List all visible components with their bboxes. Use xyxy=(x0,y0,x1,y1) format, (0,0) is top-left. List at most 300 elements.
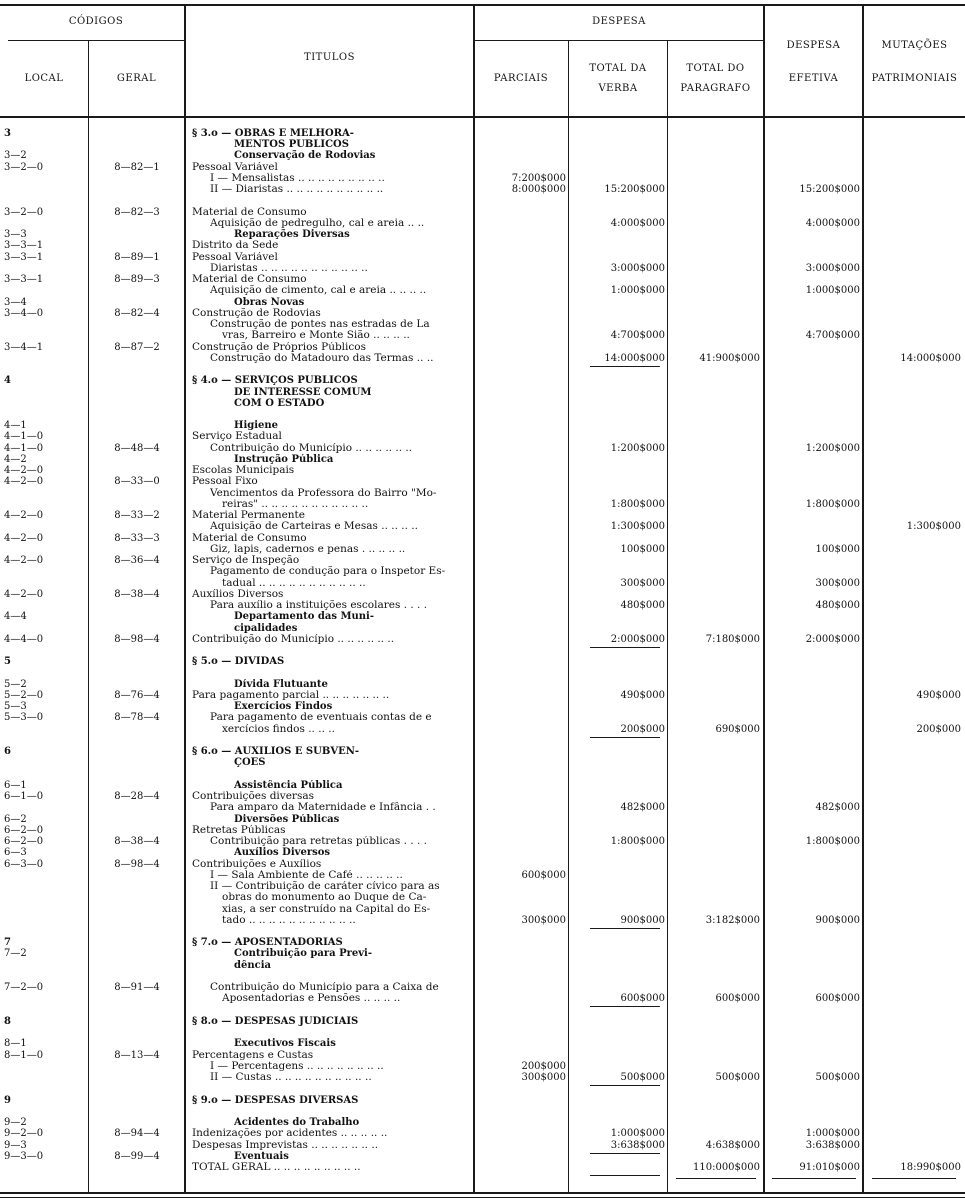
cell-local: 6—3—0 xyxy=(4,859,44,870)
table-row xyxy=(0,555,965,566)
table-row xyxy=(0,240,965,251)
cell-title: II — Diaristas .. .. .. .. .. .. .. .. .. .. xyxy=(210,184,384,195)
cell-title: MENTOS PÚBLICOS xyxy=(234,139,349,150)
cell-title: Para amparo da Maternidade e Infância . . xyxy=(210,802,436,813)
cell-geral: 8—91—4 xyxy=(114,982,160,993)
table-row xyxy=(0,544,965,555)
cell-efetiva: 300$000 xyxy=(815,578,860,589)
table-row xyxy=(0,488,965,499)
table-row xyxy=(0,937,965,948)
table-row xyxy=(0,791,965,802)
cell-title: Construção de pontes nas estradas de La xyxy=(210,319,430,330)
table-row xyxy=(0,881,965,892)
cell-title: Conservação de Rodovias xyxy=(234,150,376,161)
table-row xyxy=(0,1016,965,1027)
cell-local: 4—2—0 xyxy=(4,533,44,544)
cell-local: 9—2—0 xyxy=(4,1128,44,1139)
cell-local: 4—2—0 xyxy=(4,465,44,476)
cell-verba: 3:638$000 xyxy=(610,1140,665,1151)
cell-title: Aposentadorias e Pensões .. .. .. .. xyxy=(222,993,401,1004)
cell-local: 8 xyxy=(4,1016,11,1027)
table-row xyxy=(0,746,965,757)
total-double-rule xyxy=(676,1178,756,1179)
cell-title: I — Mensalistas .. .. .. .. .. .. .. .. .. xyxy=(210,173,385,184)
cell-title: Serviço Estadual xyxy=(192,431,282,442)
table-row xyxy=(0,308,965,319)
cell-mutacoes: 490$000 xyxy=(916,690,961,701)
cell-parciais: 300$000 xyxy=(521,1072,566,1083)
table-row xyxy=(0,139,965,150)
header-titulos: TITULOS xyxy=(304,52,355,63)
table-row xyxy=(0,319,965,330)
cell-title: Reparações Diversas xyxy=(234,229,350,240)
cell-geral: 8—13—4 xyxy=(114,1050,160,1061)
table-row xyxy=(0,623,965,634)
table-row xyxy=(0,1038,965,1049)
table-row xyxy=(0,521,965,532)
cell-local: 3—4—0 xyxy=(4,308,44,319)
cell-title: ÇÕES xyxy=(234,757,266,768)
subtotal-rule xyxy=(590,928,660,929)
table-row xyxy=(0,297,965,308)
table-row xyxy=(0,656,965,667)
cell-verba: 480$000 xyxy=(620,600,665,611)
cell-title: Contribuição do Município .. .. .. .. .. .. xyxy=(210,443,413,454)
cell-paragrafo: 110:000$000 xyxy=(693,1162,760,1173)
cell-efetiva: 600$000 xyxy=(815,993,860,1004)
top-border xyxy=(0,4,965,6)
cell-local: 5—2—0 xyxy=(4,690,44,701)
table-row xyxy=(0,701,965,712)
cell-local: 7—2—0 xyxy=(4,982,44,993)
cell-local: 7 xyxy=(4,937,11,948)
cell-efetiva: 1:000$000 xyxy=(805,1128,860,1139)
cell-verba: 300$000 xyxy=(620,578,665,589)
table-row xyxy=(0,1050,965,1061)
cell-verba: 3:000$000 xyxy=(610,263,665,274)
table-row xyxy=(0,1005,965,1016)
cell-title: Contribuições e Auxílios xyxy=(192,859,322,870)
cell-title: Auxílios Diversos xyxy=(234,847,331,858)
cell-local: 3—3 xyxy=(4,229,27,240)
cell-geral: 8—87—2 xyxy=(114,342,160,353)
cell-local: 6—3 xyxy=(4,847,27,858)
table-row xyxy=(0,1140,965,1151)
table-row xyxy=(0,1061,965,1072)
cell-verba: 1:300$000 xyxy=(610,521,665,532)
table-row xyxy=(0,892,965,903)
cell-efetiva: 900$000 xyxy=(815,915,860,926)
cell-title: Material de Consumo xyxy=(192,207,307,218)
cell-local: 4—2—0 xyxy=(4,510,44,521)
table-row xyxy=(0,802,965,813)
cell-geral: 8—33—0 xyxy=(114,476,160,487)
table-row xyxy=(0,476,965,487)
cell-local: 5 xyxy=(4,656,11,667)
table-row xyxy=(0,150,965,161)
cell-verba: 1:000$000 xyxy=(610,1128,665,1139)
table-row xyxy=(0,859,965,870)
cell-local: 4—4 xyxy=(4,611,27,622)
cell-efetiva: 91:010$000 xyxy=(799,1162,860,1173)
bottom-border-2 xyxy=(0,1197,965,1198)
cell-mutacoes: 18:990$000 xyxy=(900,1162,961,1173)
table-row xyxy=(0,634,965,645)
cell-title: Contribuição para retretas públicas . . . . xyxy=(210,836,427,847)
table-row xyxy=(0,757,965,768)
cell-title: Dívida Flutuante xyxy=(234,679,328,690)
cell-efetiva: 2:000$000 xyxy=(805,634,860,645)
cell-title: Pessoal Fixo xyxy=(192,476,258,487)
cell-verba: 500$000 xyxy=(620,1072,665,1083)
table-row xyxy=(0,443,965,454)
table-row xyxy=(0,499,965,510)
cell-title: Despesas Imprevistas .. .. .. .. .. .. .. xyxy=(192,1140,379,1151)
cell-verba: 1:200$000 xyxy=(610,443,665,454)
cell-verba: 200$000 xyxy=(620,724,665,735)
header-despesa: DESPESA xyxy=(592,16,646,27)
cell-local: 9 xyxy=(4,1095,11,1106)
cell-title: Construção de Rodovias xyxy=(192,308,321,319)
total-double-rule xyxy=(872,1178,956,1179)
table-row xyxy=(0,566,965,577)
cell-title: Escolas Municipais xyxy=(192,465,295,476)
cell-local: 6—2—0 xyxy=(4,836,44,847)
cell-title: Eventuais xyxy=(234,1151,289,1162)
cell-geral: 8—33—3 xyxy=(114,533,160,544)
cell-title: xias, a ser construído na Capital do Es- xyxy=(222,904,431,915)
cell-title: cipalidades xyxy=(234,623,298,634)
cell-title: xercícios findos .. .. .. xyxy=(222,724,335,735)
table-row xyxy=(0,274,965,285)
table-row xyxy=(0,724,965,735)
cell-local: 6—2—0 xyxy=(4,825,44,836)
cell-title: § 3.o — OBRAS E MELHORA- xyxy=(192,128,354,139)
table-row xyxy=(0,533,965,544)
table-row xyxy=(0,353,965,364)
table-row xyxy=(0,330,965,341)
cell-title: DE INTERESSE COMUM xyxy=(234,387,372,398)
cell-local: 9—2 xyxy=(4,1117,27,1128)
table-row xyxy=(0,960,965,971)
cell-local: 4—2—0 xyxy=(4,476,44,487)
cell-title: Pessoal Variável xyxy=(192,162,278,173)
cell-title: dência xyxy=(234,960,271,971)
cell-title: I — Sala Ambiente de Café .. .. .. .. .. xyxy=(210,870,403,881)
table-row xyxy=(0,993,965,1004)
cell-title: Contribuição do Município para a Caixa de xyxy=(210,982,439,993)
cell-title: Instrução Pública xyxy=(234,454,334,465)
cell-parciais: 8:000$000 xyxy=(511,184,566,195)
table-row xyxy=(0,1162,965,1173)
table-row xyxy=(0,229,965,240)
header-codigos: CÓDIGOS xyxy=(68,16,124,27)
cell-title: Material Permanente xyxy=(192,510,305,521)
table-row xyxy=(0,184,965,195)
header-geral: GERAL xyxy=(116,73,157,84)
cell-geral: 8—78—4 xyxy=(114,712,160,723)
cell-local: 5—3—0 xyxy=(4,712,44,723)
cell-local: 6 xyxy=(4,746,11,757)
table-row xyxy=(0,173,965,184)
table-row xyxy=(0,915,965,926)
header-total-verba-2: VERBA xyxy=(598,83,638,94)
cell-local: 6—2 xyxy=(4,814,27,825)
cell-title: Pessoal Variável xyxy=(192,252,278,263)
cell-efetiva: 15:200$000 xyxy=(799,184,860,195)
cell-local: 4—2—0 xyxy=(4,589,44,600)
cell-geral: 8—82—3 xyxy=(114,207,160,218)
cell-efetiva: 100$000 xyxy=(815,544,860,555)
cell-title: Diaristas .. .. .. .. .. .. .. .. .. .. .. xyxy=(210,263,368,274)
cell-title: reiras" .. .. .. .. .. .. .. .. .. .. .. xyxy=(222,499,369,510)
table-row xyxy=(0,780,965,791)
cell-title: Material de Consumo xyxy=(192,274,307,285)
cell-efetiva: 1:200$000 xyxy=(805,443,860,454)
table-row xyxy=(0,926,965,937)
total-double-rule xyxy=(772,1178,856,1179)
cell-local: 6—1 xyxy=(4,780,27,791)
table-row xyxy=(0,1072,965,1083)
cell-geral: 8—28—4 xyxy=(114,791,160,802)
cell-local: 9—3—0 xyxy=(4,1151,44,1162)
table-row xyxy=(0,285,965,296)
cell-mutacoes: 200$000 xyxy=(916,724,961,735)
cell-geral: 8—98—4 xyxy=(114,859,160,870)
table-row xyxy=(0,825,965,836)
cell-local: 8—1 xyxy=(4,1038,27,1049)
table-row xyxy=(0,712,965,723)
cell-local: 4—4—0 xyxy=(4,634,44,645)
cell-geral: 8—33—2 xyxy=(114,510,160,521)
table-row xyxy=(0,1128,965,1139)
cell-local: 4—2 xyxy=(4,454,27,465)
cell-paragrafo: 4:638$000 xyxy=(705,1140,760,1151)
cell-title: Pagamento de condução para o Inspetor Es- xyxy=(210,566,446,577)
cell-local: 3—3—1 xyxy=(4,252,44,263)
cell-title: Auxílios Diversos xyxy=(192,589,284,600)
cell-verba: 14:000$000 xyxy=(604,353,665,364)
table-row xyxy=(0,375,965,386)
table-row xyxy=(0,769,965,780)
cell-local: 3—3—1 xyxy=(4,240,44,251)
table-row xyxy=(0,1106,965,1117)
cell-mutacoes: 1:300$000 xyxy=(906,521,961,532)
table-row xyxy=(0,263,965,274)
cell-local: 4—2—0 xyxy=(4,555,44,566)
cell-verba: 600$000 xyxy=(620,993,665,1004)
cell-title: Percentagens e Custas xyxy=(192,1050,314,1061)
table-row xyxy=(0,1027,965,1038)
cell-verba: 482$000 xyxy=(620,802,665,813)
table-row xyxy=(0,1083,965,1094)
table-row xyxy=(0,690,965,701)
table-row xyxy=(0,679,965,690)
table-row xyxy=(0,431,965,442)
cell-geral: 8—94—4 xyxy=(114,1128,160,1139)
cell-verba: 1:800$000 xyxy=(610,499,665,510)
cell-efetiva: 500$000 xyxy=(815,1072,860,1083)
despesa-rule xyxy=(473,40,763,41)
cell-title: obras do monumento ao Duque de Ca- xyxy=(222,892,427,903)
cell-verba: 15:200$000 xyxy=(604,184,665,195)
cell-local: 3—2 xyxy=(4,150,27,161)
cell-local: 7—2 xyxy=(4,948,27,959)
cell-title: TOTAL GERAL .. .. .. .. .. .. .. .. .. xyxy=(192,1162,361,1173)
cell-verba: 490$000 xyxy=(620,690,665,701)
cell-title: Retretas Públicas xyxy=(192,825,286,836)
table-row xyxy=(0,465,965,476)
cell-geral: 8—76—4 xyxy=(114,690,160,701)
table-row xyxy=(0,600,965,611)
cell-parciais: 600$000 xyxy=(521,870,566,881)
cell-local: 4—1 xyxy=(4,420,27,431)
cell-title: Distrito da Sede xyxy=(192,240,279,251)
table-row xyxy=(0,971,965,982)
cell-title: Para auxílio a instituições escolares . . . . xyxy=(210,600,428,611)
cell-paragrafo: 600$000 xyxy=(715,993,760,1004)
cell-local: 3 xyxy=(4,128,11,139)
cell-title: Construção do Matadouro das Termas .. .. xyxy=(210,353,434,364)
table-row xyxy=(0,207,965,218)
table-row xyxy=(0,252,965,263)
cell-title: Higiene xyxy=(234,420,279,431)
subtotal-rule xyxy=(590,647,660,648)
cell-title: Para pagamento parcial .. .. .. .. .. .. .. xyxy=(192,690,390,701)
table-row xyxy=(0,1151,965,1162)
cell-title: II — Contribuição de caráter cívico para as xyxy=(210,881,440,892)
cell-efetiva: 4:700$000 xyxy=(805,330,860,341)
table-row xyxy=(0,1095,965,1106)
cell-title: Diversões Públicas xyxy=(234,814,340,825)
table-row xyxy=(0,814,965,825)
cell-paragrafo: 500$000 xyxy=(715,1072,760,1083)
cell-title: COM O ESTADO xyxy=(234,398,325,409)
cell-geral: 8—38—4 xyxy=(114,589,160,600)
cell-efetiva: 3:638$000 xyxy=(805,1140,860,1151)
cell-verba: 4:000$000 xyxy=(610,218,665,229)
bottom-border xyxy=(0,1192,965,1194)
table-row xyxy=(0,128,965,139)
cell-title: vras, Barreiro e Monte Sião .. .. .. .. xyxy=(222,330,410,341)
cell-title: § 7.o — APOSENTADORIAS xyxy=(192,937,343,948)
cell-title: Giz, lapis, cadernos e penas . .. .. .. .. xyxy=(210,544,406,555)
cell-verba: 1:800$000 xyxy=(610,836,665,847)
cell-efetiva: 480$000 xyxy=(815,600,860,611)
cell-efetiva: 4:000$000 xyxy=(805,218,860,229)
cell-title: Executivos Fiscais xyxy=(234,1038,336,1049)
header-despesa-efetiva-1: DESPESA xyxy=(786,40,841,51)
cell-local: 4 xyxy=(4,375,11,386)
cell-local: 8—1—0 xyxy=(4,1050,44,1061)
codigos-rule xyxy=(8,40,184,41)
header-total-paragrafo-2: PARAGRAFO xyxy=(680,83,751,94)
cell-verba: 900$000 xyxy=(620,915,665,926)
cell-title: § 9.o — DESPESAS DIVERSAS xyxy=(192,1095,359,1106)
cell-title: Aquisição de cimento, cal e areia .. .. .. .. xyxy=(210,285,427,296)
cell-title: § 8.o — DESPESAS JUDICIAIS xyxy=(192,1016,359,1027)
header-mutacoes-2: PATRIMONIAIS xyxy=(871,73,958,84)
table-row xyxy=(0,667,965,678)
cell-title: Construção de Próprios Públicos xyxy=(192,342,366,353)
table-row xyxy=(0,364,965,375)
cell-title: tadual .. .. .. .. .. .. .. .. .. .. .. xyxy=(222,578,366,589)
table-row xyxy=(0,870,965,881)
cell-title: Contribuições diversas xyxy=(192,791,314,802)
table-row xyxy=(0,454,965,465)
cell-geral: 8—89—3 xyxy=(114,274,160,285)
cell-geral: 8—36—4 xyxy=(114,555,160,566)
table-row xyxy=(0,398,965,409)
cell-title: II — Custas .. .. .. .. .. .. .. .. .. .. xyxy=(210,1072,372,1083)
cell-geral: 8—89—1 xyxy=(114,252,160,263)
cell-paragrafo: 690$000 xyxy=(715,724,760,735)
header-total-verba-1: TOTAL DA xyxy=(589,63,647,74)
cell-local: 4—1—0 xyxy=(4,431,44,442)
table-row xyxy=(0,611,965,622)
cell-title: § 5.o — DIVIDAS xyxy=(192,656,285,667)
header-bottom-rule xyxy=(0,116,965,118)
table-row xyxy=(0,420,965,431)
table-row xyxy=(0,578,965,589)
cell-local: 3—2—0 xyxy=(4,162,44,173)
cell-local: 5—3 xyxy=(4,701,27,712)
cell-local: 3—4 xyxy=(4,297,27,308)
cell-efetiva: 3:000$000 xyxy=(805,263,860,274)
cell-parciais: 200$000 xyxy=(521,1061,566,1072)
cell-title: Para pagamento de eventuais contas de e xyxy=(210,712,432,723)
table-row xyxy=(0,948,965,959)
cell-title: Material de Consumo xyxy=(192,533,307,544)
cell-title: Vencimentos da Professora do Bairro "Mo- xyxy=(210,488,437,499)
cell-title: I — Percentagens .. .. .. .. .. .. .. .. xyxy=(210,1061,384,1072)
subtotal-rule xyxy=(590,737,660,738)
cell-geral: 8—48—4 xyxy=(114,443,160,454)
table-row xyxy=(0,409,965,420)
cell-efetiva: 1:000$000 xyxy=(805,285,860,296)
cell-title: § 6.o — AUXILIOS E SUBVEN- xyxy=(192,746,359,757)
cell-title: Indenizações por acidentes .. .. .. .. .. xyxy=(192,1128,388,1139)
cell-title: Contribuição do Município .. .. .. .. .. .. xyxy=(192,634,395,645)
cell-efetiva: 482$000 xyxy=(815,802,860,813)
cell-local: 9—3 xyxy=(4,1140,27,1151)
cell-geral: 8—82—4 xyxy=(114,308,160,319)
table-row xyxy=(0,904,965,915)
cell-local: 6—1—0 xyxy=(4,791,44,802)
cell-paragrafo: 41:900$000 xyxy=(699,353,760,364)
table-row xyxy=(0,589,965,600)
table-row xyxy=(0,387,965,398)
header-parciais: PARCIAIS xyxy=(493,73,549,84)
cell-verba: 1:000$000 xyxy=(610,285,665,296)
cell-parciais: 300$000 xyxy=(521,915,566,926)
header-mutacoes-1: MUTAÇÕES xyxy=(881,40,948,51)
header-despesa-efetiva-2: EFETIVA xyxy=(788,73,839,84)
subtotal-rule xyxy=(590,1006,660,1007)
cell-title: Obras Novas xyxy=(234,297,305,308)
header-total-paragrafo-1: TOTAL DO xyxy=(686,63,745,74)
cell-title: Exercícios Findos xyxy=(234,701,333,712)
cell-verba: 2:000$000 xyxy=(610,634,665,645)
cell-efetiva: 1:800$000 xyxy=(805,836,860,847)
cell-local: 4—1—0 xyxy=(4,443,44,454)
cell-title: Serviço de Inspeção xyxy=(192,555,300,566)
cell-local: 5—2 xyxy=(4,679,27,690)
header-local: LOCAL xyxy=(24,73,64,84)
cell-local: 3—3—1 xyxy=(4,274,44,285)
table-row xyxy=(0,982,965,993)
cell-efetiva: 1:800$000 xyxy=(805,499,860,510)
